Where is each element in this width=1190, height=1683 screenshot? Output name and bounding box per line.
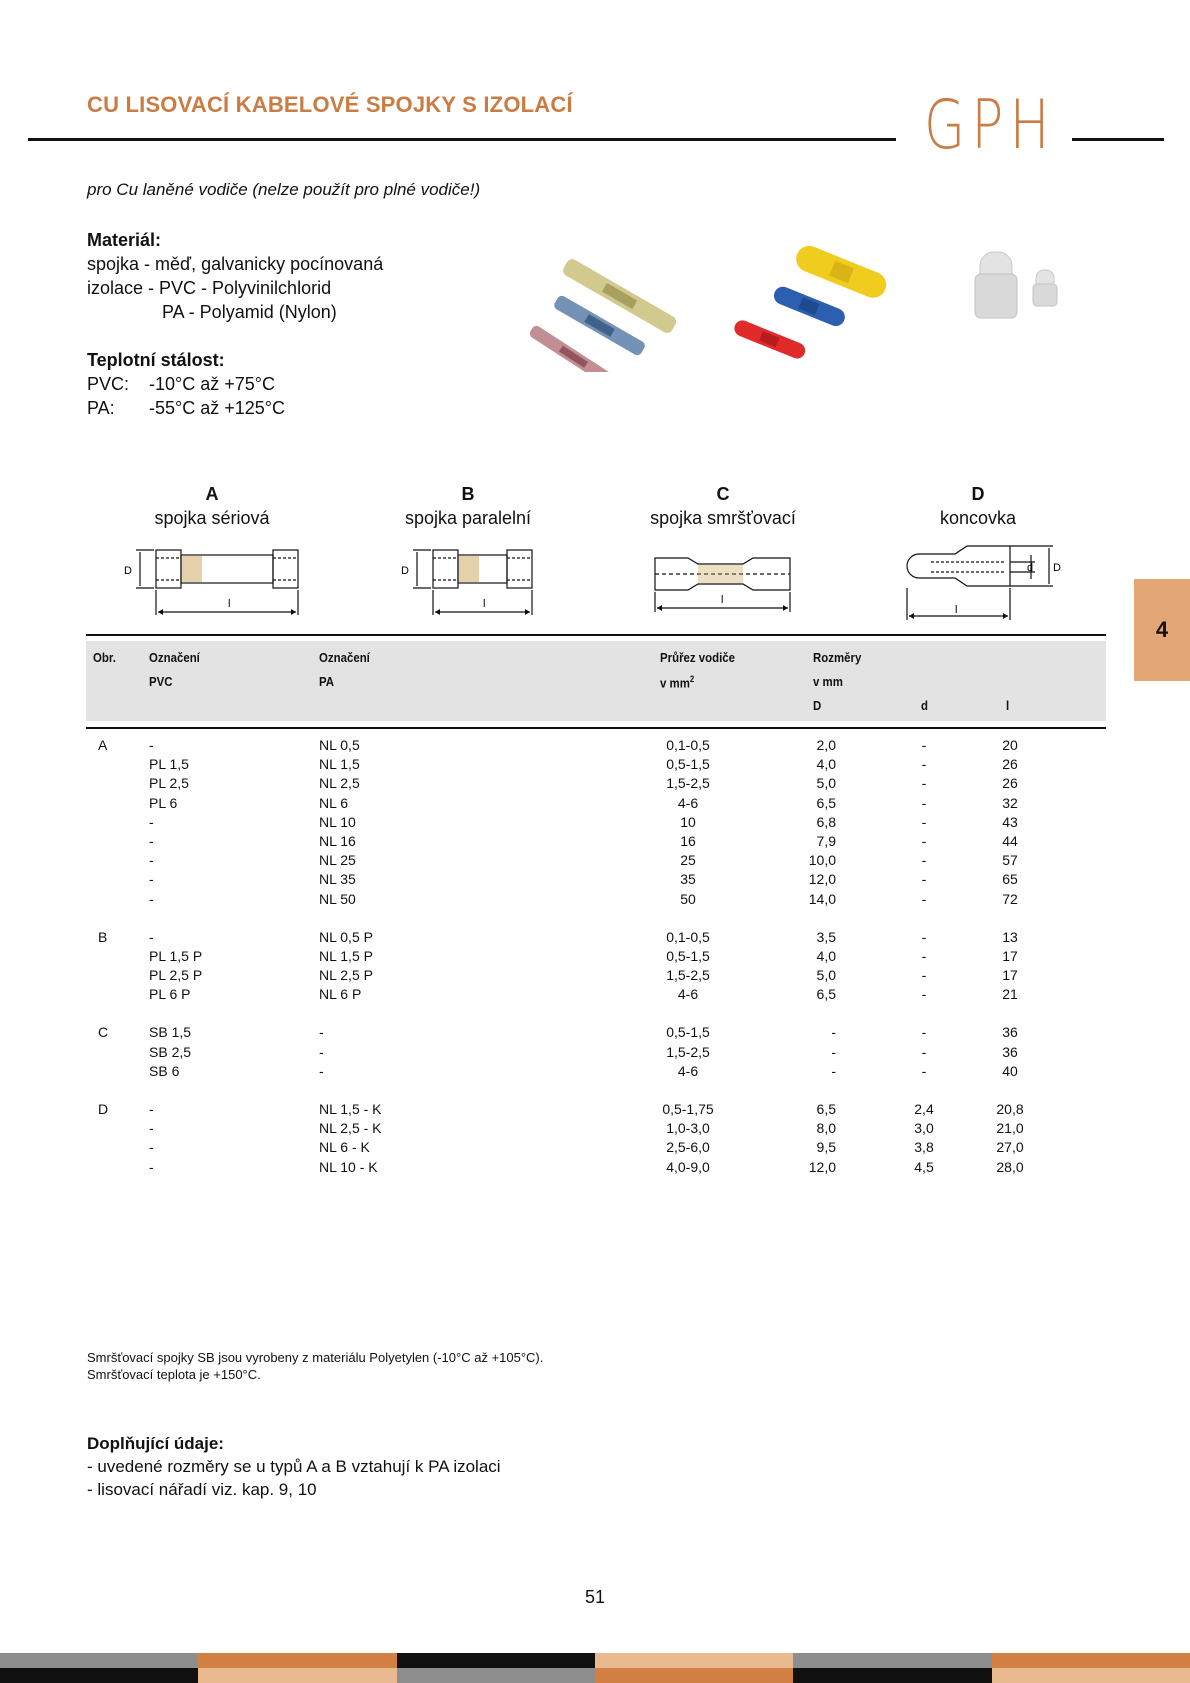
cell-D: 7,9 — [816, 832, 836, 849]
cell-d: - — [921, 794, 927, 811]
material-heading: Materiál: — [87, 230, 162, 250]
table-row — [0, 966, 1190, 985]
cell-prurez: 0,5-1,5 — [666, 947, 710, 964]
temperature-heading: Teplotní stálost: — [87, 350, 225, 370]
temp-label: PVC: — [87, 374, 130, 394]
cell-D: 6,5 — [816, 986, 836, 1003]
page-title: CU LISOVACÍ KABELOVÉ SPOJKY S IZOLACÍ — [87, 92, 573, 117]
note-line: Smršťovací teplota je +150°C. — [87, 1367, 261, 1382]
th-col-d: d — [921, 698, 928, 713]
translucent-connectors-image — [528, 257, 678, 372]
table-row — [0, 794, 1190, 813]
cell-D: 12,0 — [808, 1158, 836, 1175]
dim-label-D: D — [401, 565, 409, 577]
cell-pvc: - — [149, 1101, 154, 1117]
cell-prurez: 1,0-3,0 — [666, 1120, 710, 1137]
table-header — [86, 641, 1106, 721]
temperature-section — [87, 348, 285, 420]
cell-pvc: SB 2,5 — [149, 1043, 192, 1060]
header-rule — [28, 138, 896, 141]
end-caps-image — [975, 252, 1057, 318]
cell-prurez: 4,0-9,0 — [666, 1158, 710, 1175]
dim-label-D: D — [124, 565, 132, 577]
cell-obr: D — [98, 1101, 109, 1117]
table-row — [0, 1043, 1190, 1062]
extra-line: - uvedené rozměry se u typů A a B vztahují k PA izolaci — [87, 1457, 501, 1476]
cell-prurez: 50 — [680, 890, 696, 907]
th-rozmery-unit: v mm — [813, 674, 843, 689]
th-oznaceni-pvc: Označení — [149, 650, 200, 665]
footer-color-block — [397, 1668, 595, 1683]
type-name: spojka paralelní — [404, 508, 532, 528]
cell-D: 12,0 — [808, 871, 836, 888]
table-row — [0, 774, 1190, 793]
dim-label-l: l — [721, 594, 724, 606]
footer-color-bar-top — [0, 1653, 1190, 1668]
table-row — [0, 851, 1190, 870]
cell-pa: NL 50 — [319, 890, 356, 907]
cell-pa: NL 2,5 — [319, 775, 360, 792]
cell-pvc: - — [149, 832, 154, 849]
cell-d: - — [921, 737, 927, 753]
cell-pvc: PL 1,5 P — [149, 947, 203, 964]
type-c-heading — [593, 482, 853, 530]
cell-prurez: 35 — [680, 871, 696, 888]
cell-d: - — [921, 1024, 927, 1041]
temp-label: PA: — [87, 398, 115, 418]
cell-obr: A — [98, 737, 108, 753]
cell-prurez: 2,5-6,0 — [666, 1139, 710, 1156]
cell-l: 13 — [1002, 928, 1018, 945]
type-letter: A — [205, 484, 219, 504]
footer-color-block — [198, 1653, 396, 1668]
cell-pvc: PL 2,5 P — [149, 967, 203, 984]
product-photos — [520, 222, 1080, 372]
cell-prurez: 0,1-0,5 — [666, 737, 710, 753]
footer-color-block — [595, 1653, 793, 1668]
footer-color-block — [992, 1668, 1190, 1683]
cell-pa: NL 6 - K — [319, 1139, 370, 1156]
cell-pvc: - — [149, 1158, 154, 1175]
th-col-D: D — [813, 698, 822, 713]
cell-prurez: 10 — [680, 813, 696, 830]
intro-text: pro Cu laněné vodiče (nelze použít pro plné vodiče!) — [87, 180, 481, 199]
table-row — [0, 985, 1190, 1004]
table-bottom-rule — [86, 727, 1106, 729]
cell-pvc: - — [149, 737, 154, 753]
table-row — [0, 1023, 1190, 1042]
cell-l: 40 — [1002, 1062, 1018, 1079]
drawing-type-c — [650, 540, 800, 620]
cell-d: - — [921, 1062, 927, 1079]
th-rozmery: Rozměry — [813, 650, 862, 665]
dim-label-D: D — [1053, 562, 1061, 574]
cell-pa: NL 0,5 P — [319, 928, 373, 945]
table-body — [0, 736, 1190, 1196]
cell-D: 5,0 — [816, 967, 836, 984]
cell-prurez: 0,5-1,5 — [666, 1024, 710, 1041]
cell-prurez: 1,5-2,5 — [666, 967, 710, 984]
th-pa: PA — [319, 674, 335, 689]
cell-pa: NL 1,5 P — [319, 947, 373, 964]
cell-l: 36 — [1002, 1043, 1018, 1060]
cell-l: 20 — [1002, 737, 1018, 753]
table-row — [0, 870, 1190, 889]
cell-d: - — [921, 852, 927, 869]
cell-pa: NL 1,5 — [319, 756, 360, 773]
type-name: spojka sériová — [154, 508, 270, 528]
cell-d: - — [921, 890, 927, 907]
cell-pvc: SB 1,5 — [149, 1024, 192, 1041]
cell-D: - — [831, 1043, 836, 1060]
cell-l: 72 — [1002, 890, 1018, 907]
th-pvc: PVC — [149, 674, 173, 689]
cell-d: - — [921, 1043, 927, 1060]
material-section — [87, 228, 383, 324]
cell-D: 8,0 — [816, 1120, 836, 1137]
cell-d: - — [921, 813, 927, 830]
cell-pa: NL 25 — [319, 852, 356, 869]
cell-pa: - — [319, 1062, 324, 1079]
cell-prurez: 0,5-1,5 — [666, 756, 710, 773]
cell-prurez: 4-6 — [677, 986, 699, 1003]
type-letter: B — [461, 484, 475, 504]
cell-pvc: - — [149, 1120, 154, 1137]
material-line: spojka - měď, galvanicky pocínovaná — [87, 254, 384, 274]
material-line: izolace - PVC - Polyvinilchlorid — [87, 278, 332, 298]
solid-connectors-image — [732, 242, 890, 361]
cell-D: 6,8 — [816, 813, 836, 830]
cell-l: 57 — [1002, 852, 1018, 869]
table-group — [0, 1023, 1190, 1081]
table-row — [0, 1158, 1190, 1177]
cell-l: 43 — [1002, 813, 1018, 830]
th-prurez-sup: 2 — [689, 674, 695, 684]
cell-D: 4,0 — [816, 756, 836, 773]
cell-d: - — [921, 832, 927, 849]
cell-prurez: 1,5-2,5 — [666, 775, 710, 792]
note-line: Smršťovací spojky SB jsou vyrobeny z materiálu Polyetylen (-10°C až +105°C). — [87, 1350, 544, 1365]
cell-D: - — [831, 1024, 836, 1041]
cell-obr: B — [98, 928, 108, 945]
temp-value: -55°C až +125°C — [149, 398, 285, 418]
table-row — [0, 1062, 1190, 1081]
cell-D: 6,5 — [816, 794, 836, 811]
footer-color-bar-bottom — [0, 1668, 1190, 1683]
brand-logo: GPH — [924, 86, 1056, 165]
table-row — [0, 1138, 1190, 1157]
cell-d: - — [921, 871, 927, 888]
dim-label-d: d — [1027, 562, 1034, 574]
header-rule-right — [1072, 138, 1164, 141]
cell-l: 17 — [1002, 967, 1018, 984]
cell-pa: NL 35 — [319, 871, 356, 888]
table-row — [0, 947, 1190, 966]
cell-d: 3,8 — [914, 1139, 934, 1156]
footer-color-block — [793, 1668, 991, 1683]
cell-l: 26 — [1002, 756, 1018, 773]
cell-pvc: - — [149, 890, 154, 907]
material-line: PA - Polyamid (Nylon) — [162, 302, 337, 322]
th-col-l: l — [1006, 698, 1010, 713]
cell-pa: NL 2,5 - K — [319, 1120, 382, 1137]
chapter-tab — [1134, 579, 1190, 681]
cell-pvc: SB 6 — [149, 1062, 180, 1079]
cell-pa: NL 0,5 — [319, 737, 360, 753]
cell-pa: NL 10 — [319, 813, 356, 830]
cell-prurez: 0,5-1,75 — [662, 1101, 714, 1117]
table-row — [0, 832, 1190, 851]
cell-pvc: PL 6 — [149, 794, 178, 811]
cell-pvc: PL 6 P — [149, 986, 191, 1003]
type-name: koncovka — [939, 508, 1017, 528]
extra-line: - lisovací nářadí viz. kap. 9, 10 — [87, 1480, 317, 1499]
cell-d: 3,0 — [914, 1120, 934, 1137]
th-obr: Obr. — [93, 650, 116, 665]
drawing-type-b — [395, 540, 545, 620]
cell-pa: NL 2,5 P — [319, 967, 373, 984]
cell-D: - — [831, 1062, 836, 1079]
footer-color-block — [595, 1668, 793, 1683]
cell-pa: NL 1,5 - K — [319, 1101, 382, 1117]
chapter-number: 4 — [1155, 617, 1169, 642]
th-prurez-unit — [660, 674, 694, 690]
cell-l: 44 — [1002, 832, 1018, 849]
table-row — [0, 813, 1190, 832]
th-prurez: Průřez vodiče — [660, 650, 736, 665]
cell-pa: - — [319, 1024, 324, 1041]
footer-color-block — [397, 1653, 595, 1668]
table-row — [0, 1119, 1190, 1138]
cell-d: - — [921, 986, 927, 1003]
cell-D: 4,0 — [816, 947, 836, 964]
dim-label-l: l — [483, 598, 486, 610]
type-letter: C — [716, 484, 730, 504]
cell-d: - — [921, 967, 927, 984]
cell-l: 28,0 — [996, 1158, 1024, 1175]
cell-d: 2,4 — [914, 1101, 934, 1117]
drawing-type-a — [118, 540, 308, 620]
cell-obr: C — [98, 1024, 109, 1041]
cell-D: 14,0 — [808, 890, 836, 907]
th-oznaceni-pa: Označení — [319, 650, 370, 665]
cell-l: 20,8 — [996, 1101, 1024, 1117]
page-number: 51 — [584, 1587, 606, 1607]
cell-pvc: - — [149, 813, 154, 830]
footer-color-block — [992, 1653, 1190, 1668]
cell-l: 65 — [1002, 871, 1018, 888]
cell-pa: NL 6 — [319, 794, 349, 811]
dim-label-l: l — [955, 604, 958, 616]
cell-pvc: PL 2,5 — [149, 775, 189, 792]
cell-pvc: - — [149, 852, 154, 869]
cell-pvc: - — [149, 871, 154, 888]
cell-pvc: - — [149, 928, 154, 945]
cell-d: - — [921, 775, 927, 792]
table-row — [0, 1100, 1190, 1119]
type-a-heading — [82, 482, 342, 530]
cell-prurez: 25 — [680, 852, 696, 869]
table-group — [0, 736, 1190, 909]
table-group — [0, 928, 1190, 1005]
cell-prurez: 4-6 — [677, 794, 699, 811]
cell-pa: NL 16 — [319, 832, 356, 849]
cell-pa: - — [319, 1043, 324, 1060]
cell-D: 2,0 — [816, 737, 836, 753]
cell-d: - — [921, 756, 927, 773]
type-d-heading — [848, 482, 1108, 530]
type-letter: D — [971, 484, 985, 504]
drawing-type-d — [895, 540, 1070, 625]
temp-value: -10°C až +75°C — [149, 374, 275, 394]
cell-pa: NL 10 - K — [319, 1158, 378, 1175]
cell-prurez: 1,5-2,5 — [666, 1043, 710, 1060]
cell-prurez: 0,1-0,5 — [666, 928, 710, 945]
cell-prurez: 4-6 — [677, 1062, 699, 1079]
cell-l: 32 — [1002, 794, 1018, 811]
cell-d: 4,5 — [914, 1158, 934, 1175]
extra-heading: Doplňující údaje: — [87, 1434, 224, 1453]
footer-color-block — [0, 1668, 198, 1683]
cell-d: - — [921, 947, 927, 964]
cell-l: 17 — [1002, 947, 1018, 964]
cell-pa: NL 6 P — [319, 986, 362, 1003]
cell-prurez: 16 — [680, 832, 696, 849]
footer-color-block — [198, 1668, 396, 1683]
cell-pvc: PL 1,5 — [149, 756, 189, 773]
cell-l: 27,0 — [996, 1139, 1024, 1156]
cell-D: 3,5 — [816, 928, 836, 945]
footer-color-block — [0, 1653, 198, 1668]
table-top-rule — [86, 634, 1106, 636]
table-row — [0, 928, 1190, 947]
table-row — [0, 736, 1190, 755]
cell-D: 5,0 — [816, 775, 836, 792]
cell-l: 26 — [1002, 775, 1018, 792]
cell-l: 21,0 — [996, 1120, 1024, 1137]
type-name: spojka smršťovací — [650, 508, 796, 528]
table-row — [0, 755, 1190, 774]
footer-color-block — [793, 1653, 991, 1668]
dim-label-l: l — [228, 598, 231, 610]
cell-d: - — [921, 928, 927, 945]
type-b-heading — [338, 482, 598, 530]
cell-D: 9,5 — [816, 1139, 836, 1156]
cell-D: 10,0 — [808, 852, 836, 869]
shrink-note — [87, 1349, 543, 1383]
cell-l: 21 — [1002, 986, 1018, 1003]
additional-info — [87, 1432, 501, 1501]
cell-pvc: - — [149, 1139, 154, 1156]
cell-l: 36 — [1002, 1024, 1018, 1041]
th-prurez-unit-text: v mm — [660, 675, 690, 691]
cell-D: 6,5 — [816, 1101, 836, 1117]
table-group — [0, 1100, 1190, 1177]
table-row — [0, 890, 1190, 909]
